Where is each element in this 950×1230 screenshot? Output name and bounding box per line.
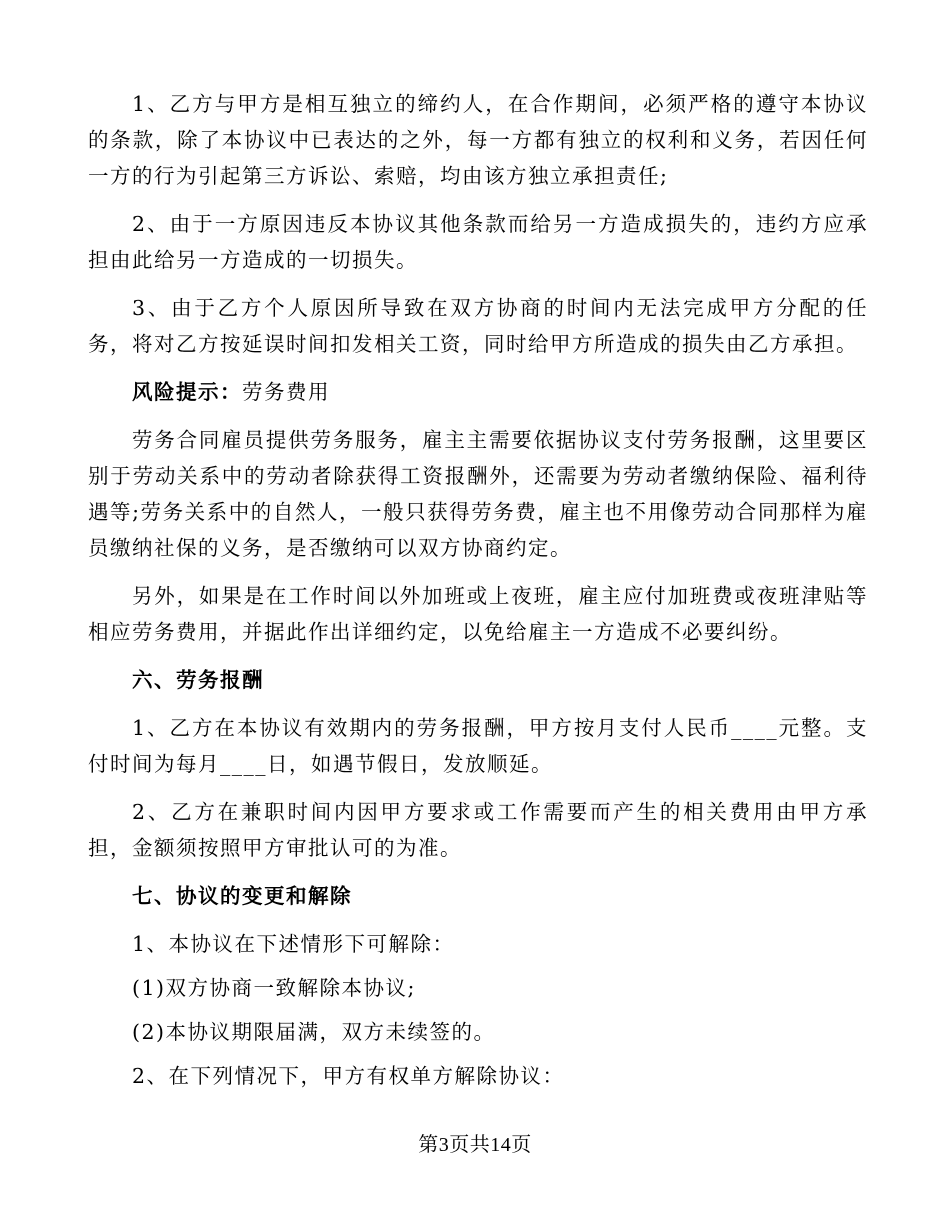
paragraph-clause-1	[88, 86, 868, 194]
list-item-1	[88, 970, 868, 1006]
list-item-text: (1)双方协商一致解除本协议;	[132, 976, 416, 1000]
risk-tip	[88, 374, 868, 410]
paragraph-remuneration-2	[88, 794, 868, 866]
paragraph-text: 2、由于一方原因违反本协议其他条款而给另一方造成损失的，违约方应承担由此给另一方造成的一切损失。	[88, 212, 868, 272]
page-number-footer: 第3页共14页	[418, 1134, 532, 1156]
paragraph-clause-2	[88, 206, 868, 278]
paragraph-termination-1	[88, 926, 868, 962]
paragraph-text: 1、本协议在下述情形下可解除：	[132, 932, 455, 956]
risk-tip-label: 风险提示：	[132, 380, 242, 404]
risk-tip-text: 劳务费用	[242, 380, 330, 404]
paragraph-remuneration-1	[88, 710, 868, 782]
paragraph-clause-3	[88, 290, 868, 362]
section-heading-termination	[88, 878, 868, 914]
paragraph-text: 2、在下列情况下，甲方有权单方解除协议：	[132, 1064, 565, 1088]
section-heading-remuneration	[88, 662, 868, 698]
paragraph-text: 1、乙方与甲方是相互独立的缔约人，在合作期间，必须严格的遵守本协议的条款，除了本协议中已表达的之外，每一方都有独立的权利和义务，若因任何一方的行为引起第三方诉讼、索赔，均由该方独立承担责任;	[88, 92, 868, 188]
list-item-2	[88, 1014, 868, 1050]
paragraph-overtime	[88, 578, 868, 650]
document-page	[88, 86, 868, 1106]
section-heading-text: 七、协议的变更和解除	[132, 884, 352, 908]
paragraph-text: 3、由于乙方个人原因所导致在双方协商的时间内无法完成甲方分配的任务，将对乙方按延误时间扣发相关工资，同时给甲方所造成的损失由乙方承担。	[88, 296, 868, 356]
list-item-text: (2)本协议期限届满，双方未续签的。	[132, 1020, 496, 1044]
paragraph-text: 1、乙方在本协议有效期内的劳务报酬，甲方按月支付人民币____元整。支付时间为每月____日，如遇节假日，发放顺延。	[88, 716, 868, 776]
paragraph-termination-2	[88, 1058, 868, 1094]
paragraph-text: 另外，如果是在工作时间以外加班或上夜班，雇主应付加班费或夜班津贴等相应劳务费用，并据此作出详细约定，以免给雇主一方造成不必要纠纷。	[88, 584, 868, 644]
paragraph-text: 2、乙方在兼职时间内因甲方要求或工作需要而产生的相关费用由甲方承担，金额须按照甲方审批认可的为准。	[88, 800, 868, 860]
paragraph-text: 劳务合同雇员提供劳务服务，雇主主需要依据协议支付劳务报酬，这里要区别于劳动关系中的劳动者除获得工资报酬外，还需要为劳动者缴纳保险、福利待遇等;劳务关系中的自然人，一般只获得劳务费，雇主也不用像劳动合同那样为雇员缴纳社保的义务，是否缴纳可以双方协商约定。	[88, 428, 868, 560]
paragraph-labor-fee	[88, 422, 868, 566]
section-heading-text: 六、劳务报酬	[132, 668, 264, 692]
